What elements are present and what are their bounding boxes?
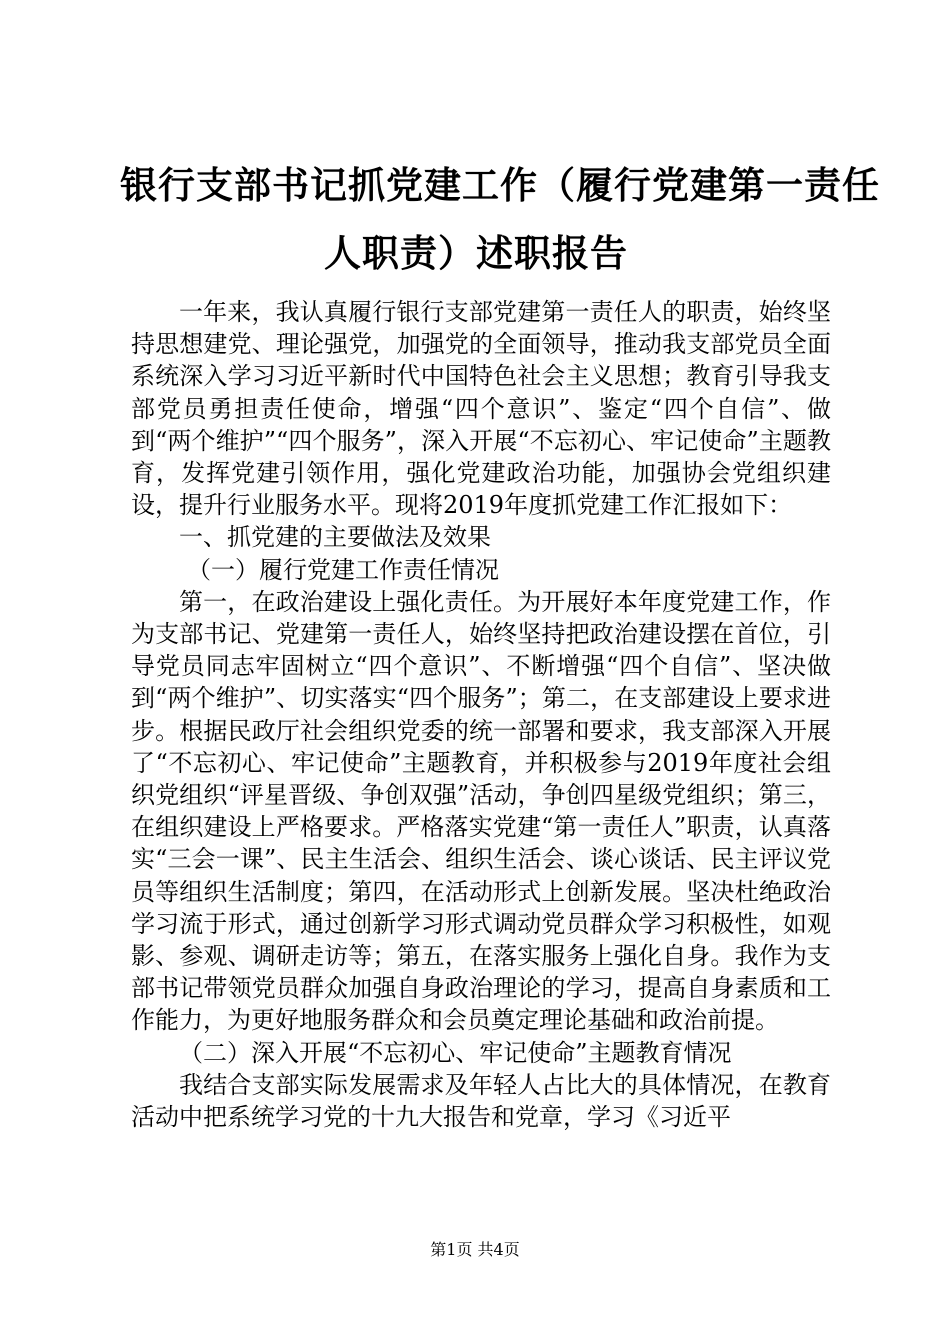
title-line-2: 人职责）述职报告 <box>324 232 628 275</box>
document-title <box>120 152 880 288</box>
subsection-heading-2: （二）深入开展“不忘初心、牢记使命”主题教育情况 <box>179 1038 732 1067</box>
document-body <box>131 296 831 1133</box>
subsection-heading-1: （一）履行党建工作责任情况 <box>187 555 499 584</box>
title-line-1: 银行支部书记抓党建工作（履行党建第一责任 <box>120 164 880 207</box>
intro-paragraph: 一年来，我认真履行银行支部党建第一责任人的职责，始终坚持思想建党、理论强党，加强党的全面领导，推动我支部党员全面系统深入学习习近平新时代中国特色社会主义思想；教育引导我支部党员勇担责任使命，增强“四个意识”、鉴定“四个自信”、做到“两个维护”“四个服务”，深入开展“不忘初心、牢记使命”主题教育，发挥党建引领作用，强化党建政治功能，加强协会党组织建设，提升行业服务水平。现将2019年度抓党建工作汇报如下： <box>131 298 831 520</box>
section-heading-1: 一、抓党建的主要做法及效果 <box>179 523 491 552</box>
responsibility-paragraph: 第一，在政治建设上强化责任。为开展好本年度党建工作，作为支部书记、党建第一责任人，始终坚持把政治建设摆在首位，引导党员同志牢固树立“四个意识”、不断增强“四个自信”、坚决做到“两个维护”、切实落实“四个服务”；第二，在支部建设上要求进步。根据民政厅社会组织党委的统一部署和要求，我支部深入开展了“不忘初心、牢记使命”主题教育，并积极参与2019年度社会组织党组织“评星晋级、争创双强”活动，争创四星级党组织；第三，在组织建设上严格要求。严格落实党建“第一责任人”职责，认真落实“三会一课”、民主生活会、组织生活会、谈心谈话、民主评议党员等组织生活制度；第四，在活动形式上创新发展。坚决杜绝政治学习流于形式，通过创新学习形式调动党员群众学习积极性，如观影、参观、调研走访等；第五，在落实服务上强化自身。我作为支部书记带领党员群众加强自身政治理论的学习，提高自身素质和工作能力，为更好地服务群众和会员奠定理论基础和政治前提。 <box>131 587 831 1035</box>
education-paragraph: 我结合支部实际发展需求及年轻人占比大的具体情况，在教育活动中把系统学习党的十九大报告和党章，学习《习近平 <box>131 1070 831 1132</box>
page-footer: 第1页 共4页 <box>430 1240 520 1259</box>
